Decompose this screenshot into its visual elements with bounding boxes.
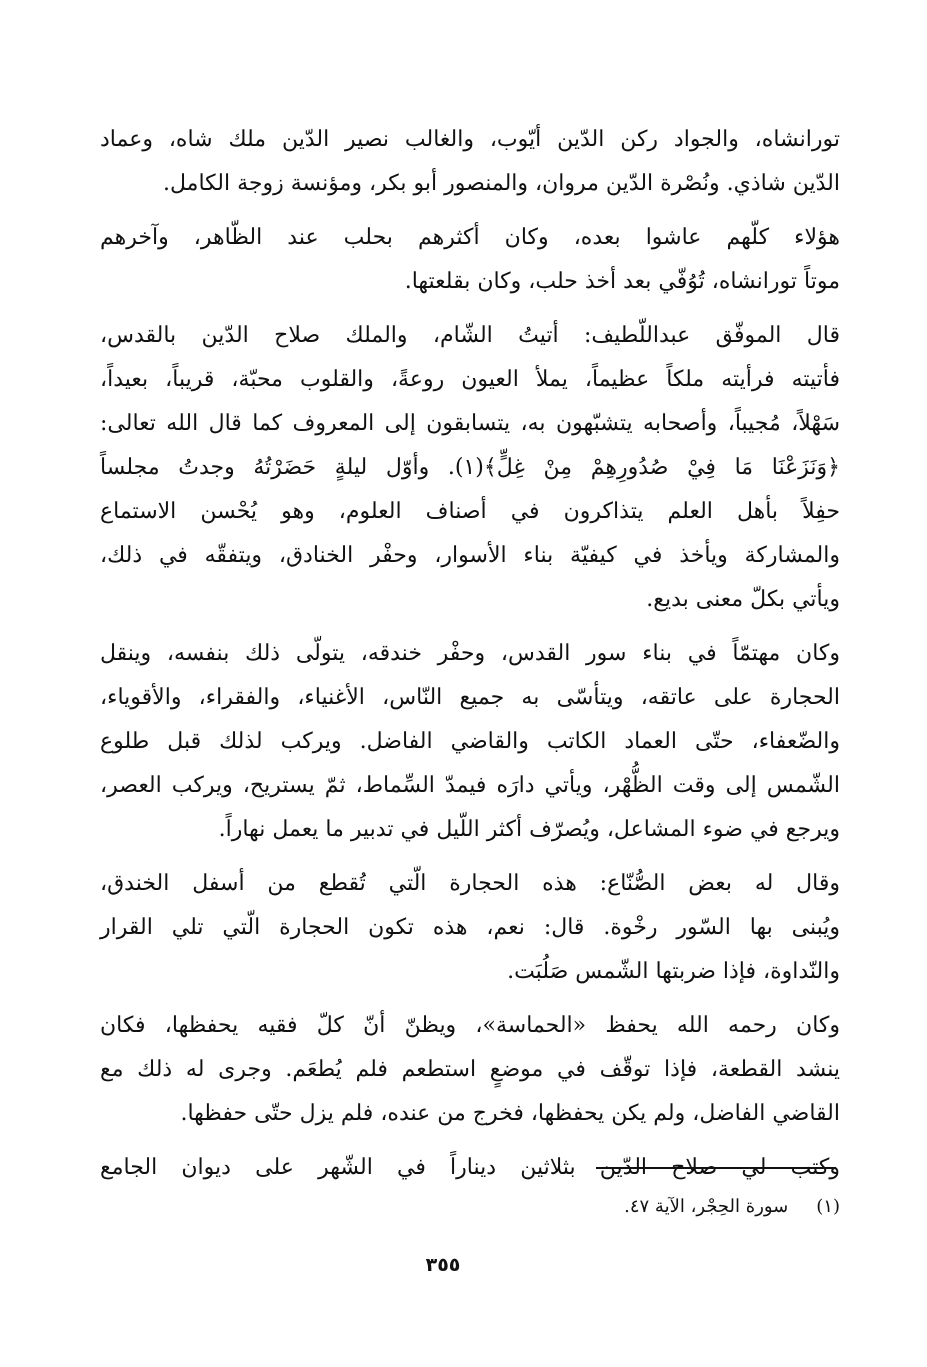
page-number: ٣٥٥ bbox=[425, 1254, 461, 1276]
text-line: الدّين شاذي. ونُصْرة الدّين مروان، والمنصور أبو بكر، ومؤنسة زوجة الكامل. bbox=[163, 171, 840, 196]
text-line: والمشاركة ويأخذ في كيفيّة بناء الأسوار، وحفْر الخنادق، ويتفقّه في ذلك، bbox=[100, 543, 840, 568]
text-line: والضّعفاء، حتّى العماد الكاتب والقاضي الفاضل. ويركب لذلك قبل طلوع bbox=[100, 729, 840, 754]
footnote-text: سورة الحِجْر، الآية ٤٧. bbox=[624, 1196, 789, 1217]
text-line: تورانشاه، والجواد ركن الدّين أيّوب، والغالب نصير الدّين ملك شاه، وعماد bbox=[100, 127, 840, 152]
quran-verse-line: ﴿وَنَزَعْنَا مَا فِيْ صُدُورِهِمْ مِنْ غِلٍّ﴾(١). وأوّل ليلةٍ حَضَرْتُهُ وجدتُ مجلساً bbox=[100, 455, 840, 480]
footnote-mark: (١) bbox=[816, 1196, 840, 1217]
paragraph-4 bbox=[100, 632, 840, 852]
text-line: قال الموفّق عبداللّطيف: أتيتُ الشّام، والملك صلاح الدّين بالقدس، bbox=[100, 323, 840, 348]
text-line: وكان مهتمّاً في بناء سور القدس، وحفْر خندقه، يتولّى ذلك بنفسه، وينقل bbox=[100, 641, 840, 666]
paragraph-2 bbox=[100, 216, 840, 304]
text-line: ويرجع في ضوء المشاعل، ويُصرّف أكثر اللّيل في تدبير ما يعمل نهاراً. bbox=[218, 817, 840, 842]
text-line: موتاً تورانشاه، تُوُفّي بعد أخذ حلب، وكان بقلعتها. bbox=[404, 269, 840, 294]
text-line: وقال له بعض الصُّنّاع: هذه الحجارة الّتي تُقطع من أسفل الخندق، bbox=[100, 871, 840, 896]
text-line: وكتب لي صلاح الدّين بثلاثين ديناراً في الشّهر على ديوان الجامع bbox=[100, 1155, 840, 1180]
text-line: فأتيته فرأيته ملكاً عظيماً، يملأ العيون روعةً، والقلوب محبّة، قريباً، بعيداً، bbox=[100, 367, 840, 392]
text-line: هؤلاء كلّهم عاشوا بعده، وكان أكثرهم بحلب عند الظّاهر، وآخرهم bbox=[100, 225, 840, 250]
text-line: حفِلاً بأهل العلم يتذاكرون في أصناف العلوم، وهو يُحْسن الاستماع bbox=[100, 499, 840, 524]
text-line: وكان رحمه الله يحفظ «الحماسة»، ويظنّ أنّ كلّ فقيه يحفظها، فكان bbox=[100, 1013, 840, 1038]
text-line: الحجارة على عاتقه، ويتأسّى به جميع النّاس، الأغنياء، والفقراء، والأقوياء، bbox=[100, 685, 840, 710]
body-text bbox=[100, 118, 840, 1200]
text-line: سَهْلاً، مُجيباً، وأصحابه يتشبّهون به، يتسابقون إلى المعروف كما قال الله تعالى: bbox=[100, 411, 840, 436]
text-line: ويُبنى بها السّور رخْوة. قال: نعم، هذه تكون الحجارة الّتي تلي القرار bbox=[100, 915, 840, 940]
paragraph-1 bbox=[100, 118, 840, 206]
footnote-divider bbox=[596, 1167, 836, 1169]
footnote bbox=[400, 1192, 840, 1222]
text-line: ينشد القطعة، فإذا توقّف في موضعٍ استطعم فلم يُطعَم. وجرى له ذلك مع bbox=[100, 1057, 840, 1082]
paragraph-3 bbox=[100, 314, 840, 622]
text-line: القاضي الفاضل، ولم يكن يحفظها، فخرج من عنده، فلم يزل حتّى حفظها. bbox=[180, 1101, 840, 1126]
text-line: الشّمس إلى وقت الظُّهْر، ويأتي دارَه فيمدّ السِّماط، ثمّ يستريح، ويركب العصر، bbox=[100, 773, 840, 798]
text-line: والنّداوة، فإذا ضربتها الشّمس صَلُبَت. bbox=[507, 959, 840, 984]
text-line: ويأتي بكلّ معنى بديع. bbox=[646, 587, 840, 612]
paragraph-5 bbox=[100, 862, 840, 994]
paragraph-6 bbox=[100, 1004, 840, 1136]
